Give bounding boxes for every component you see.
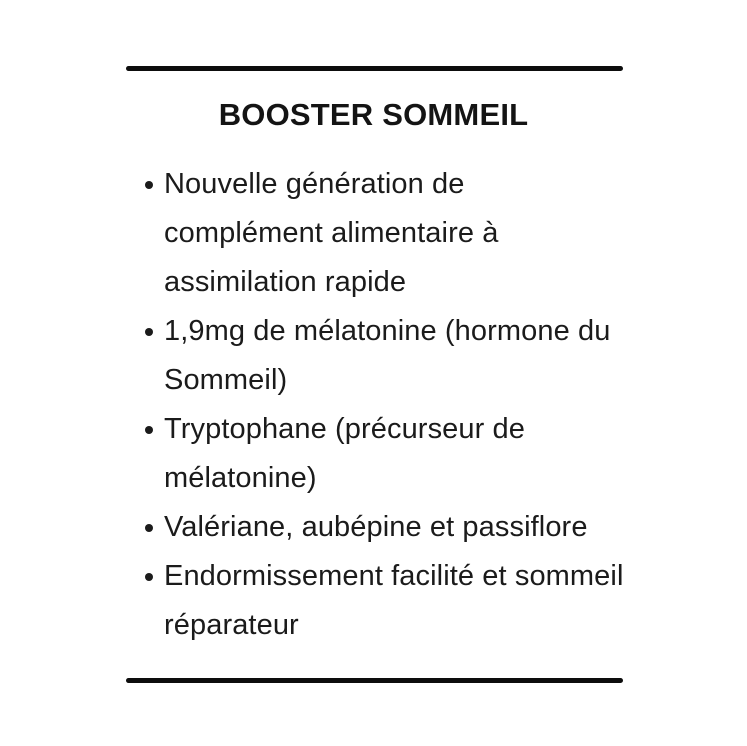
list-item: Valériane, aubépine et passiflore: [143, 503, 627, 552]
page-title: BOOSTER SOMMEIL: [218, 97, 529, 132]
bottom-divider: [126, 678, 623, 683]
list-item: Endormissement facilité et sommeil réparateur: [143, 552, 627, 650]
list-item: 1,9mg de mélatonine (hormone du Sommeil): [143, 307, 627, 405]
list-item: Tryptophane (précurseur de mélatonine): [143, 405, 627, 503]
list-item: Nouvelle génération de complément alimentaire à assimilation rapide: [143, 160, 627, 307]
top-divider: [126, 66, 623, 71]
feature-list: [143, 160, 627, 650]
